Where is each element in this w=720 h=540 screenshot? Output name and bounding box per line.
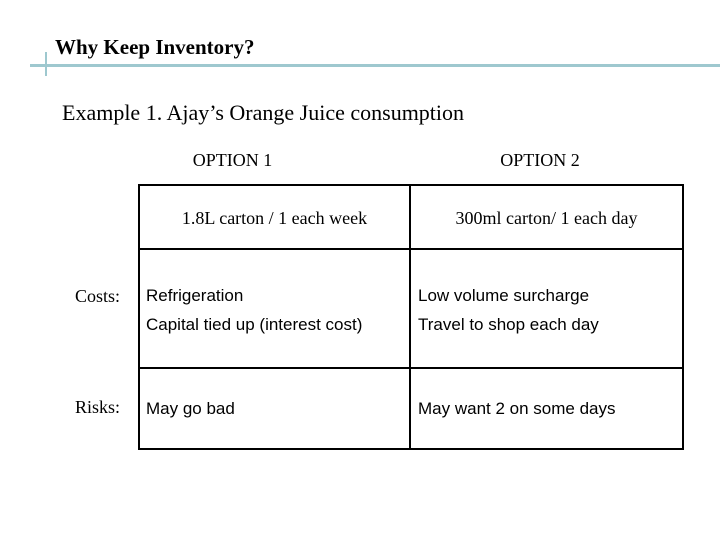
title-divider — [30, 64, 720, 67]
option-1-description: 1.8L carton / 1 each week — [181, 208, 368, 228]
cost-item: Low volume surcharge — [418, 286, 590, 305]
cost-item: Travel to shop each day — [418, 315, 599, 334]
risks-label: Risks: — [74, 397, 120, 417]
option-2-risks — [418, 394, 615, 423]
option-2-costs — [418, 281, 599, 339]
cost-item: Refrigeration — [146, 286, 244, 305]
option-1-costs — [146, 281, 362, 339]
cost-item: Capital tied up (interest cost) — [146, 315, 363, 334]
risk-item: May go bad — [146, 399, 235, 418]
table-row-divider — [138, 367, 684, 369]
risk-item: May want 2 on some days — [418, 399, 616, 418]
option-2-description: 300ml carton/ 1 each day — [455, 208, 638, 228]
option-1-risks — [146, 394, 235, 423]
slide-title: Why Keep Inventory? — [55, 35, 255, 59]
option-2-header: OPTION 2 — [500, 150, 580, 170]
table-row-divider — [138, 248, 684, 250]
title-divider-tick — [45, 52, 47, 76]
option-1-header: OPTION 1 — [192, 150, 273, 170]
example-heading: Example 1. Ajay’s Orange Juice consumption — [62, 100, 465, 125]
costs-label: Costs: — [74, 286, 120, 306]
